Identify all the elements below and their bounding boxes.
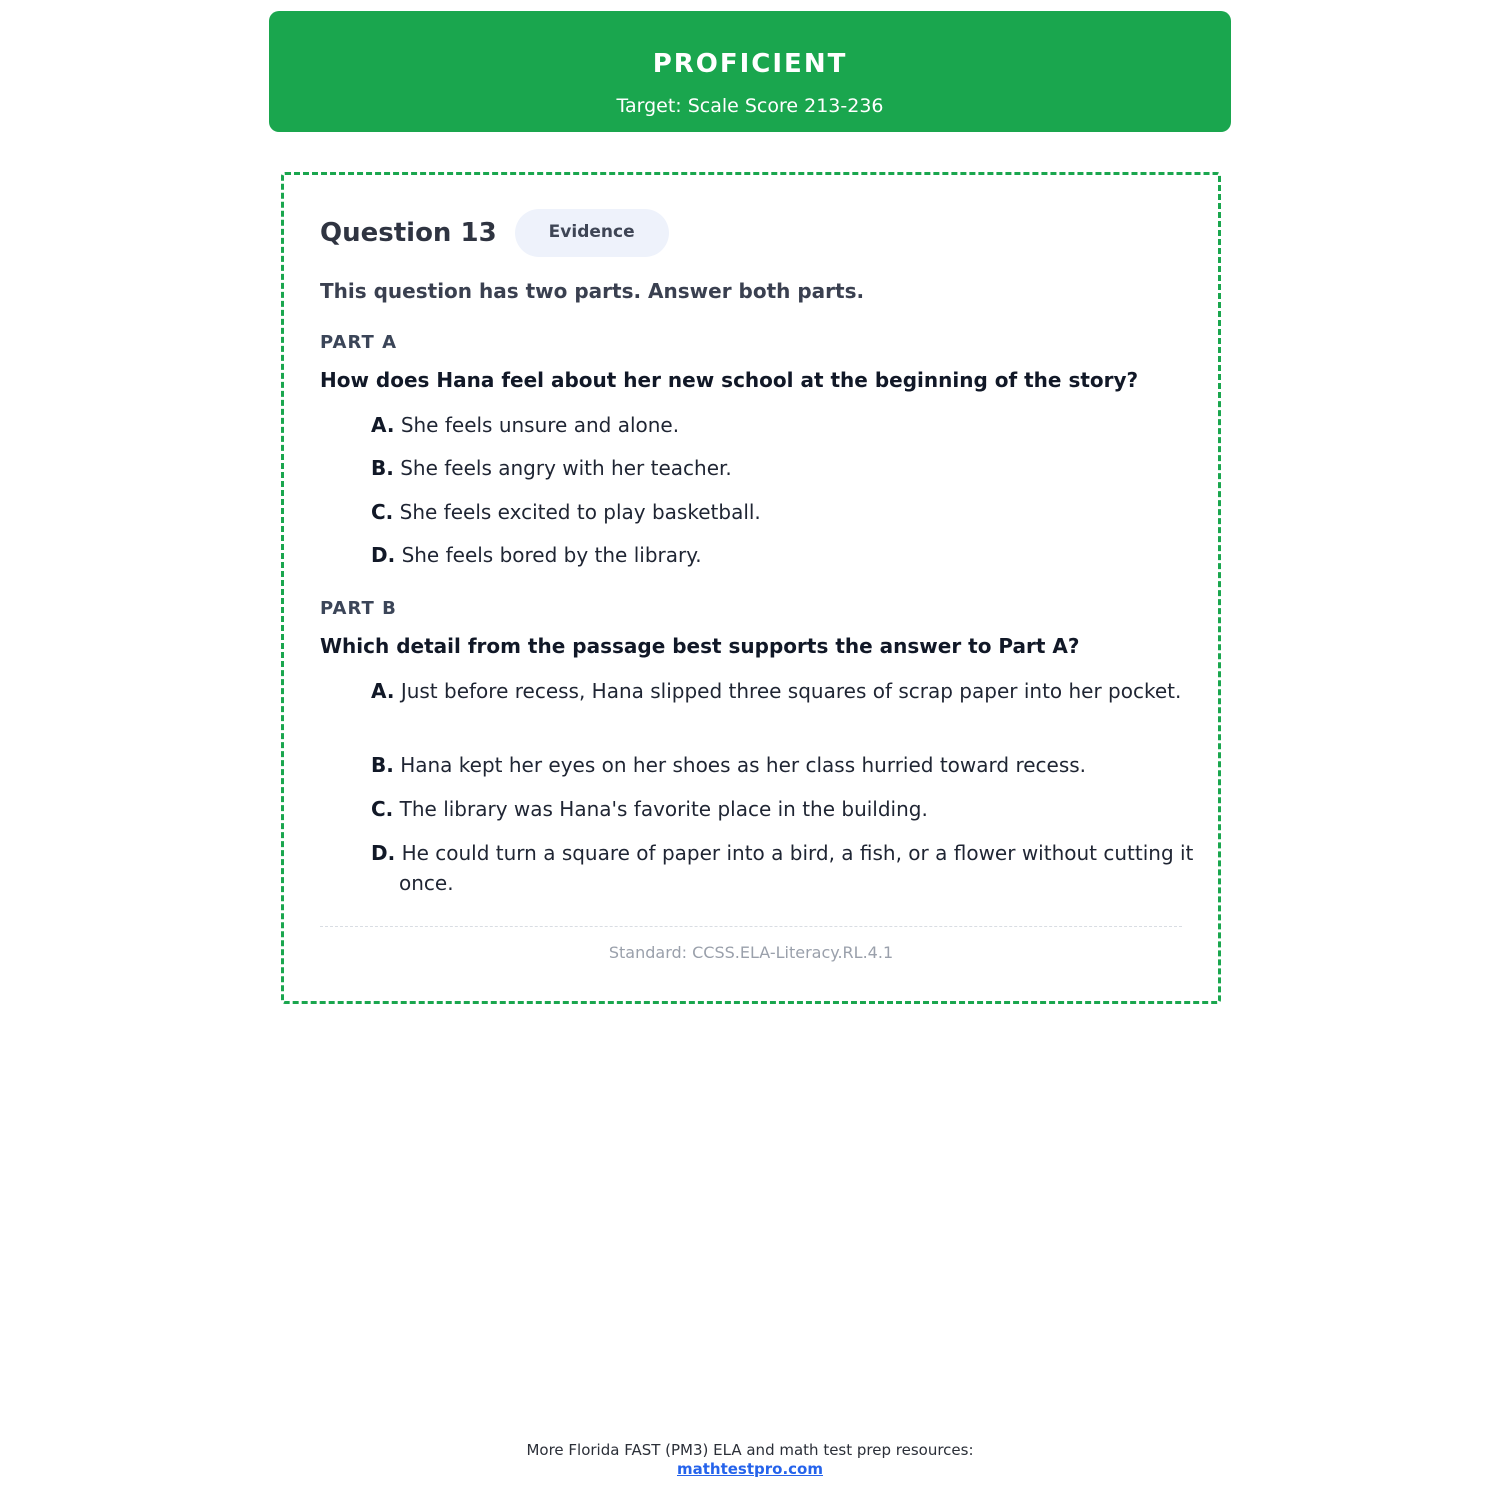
proficiency-banner [269, 11, 1231, 132]
standard-code: Standard: CCSS.ELA-Literacy.RL.4.1 [608, 943, 894, 962]
choice-letter: A. [371, 679, 395, 703]
choice-text: She feels excited to play basketball. [399, 500, 761, 524]
choice-text: She feels angry with her teacher. [400, 456, 732, 480]
standard-divider [320, 926, 1182, 927]
question-instructions: This question has two parts. Answer both parts. [320, 279, 865, 303]
part-a-choice-d[interactable] [362, 540, 1219, 570]
choice-letter: B. [371, 753, 394, 777]
part-a-prompt: How does Hana feel about her new school at the beginning of the story? [320, 368, 1139, 392]
target-score: Target: Scale Score 213-236 [616, 95, 884, 117]
footer-link[interactable]: mathtestpro.com [676, 1460, 823, 1478]
question-header [320, 208, 669, 258]
part-b-choice-c[interactable] [362, 794, 1219, 824]
footer [0, 1441, 1500, 1479]
proficiency-level: PROFICIENT [652, 49, 848, 79]
question-type-badge: Evidence [515, 209, 669, 257]
part-b-choice-d[interactable] [362, 838, 1219, 898]
part-b-choice-a[interactable] [362, 676, 1219, 706]
part-a-label: PART A [320, 332, 397, 353]
choice-text: The library was Hana's favorite place in the building. [399, 797, 928, 821]
choice-letter: C. [371, 797, 394, 821]
footer-text: More Florida FAST (PM3) ELA and math test prep resources: [526, 1441, 974, 1459]
choice-letter: C. [371, 500, 394, 524]
part-a-choice-a[interactable] [362, 410, 1219, 440]
choice-letter: D. [371, 543, 396, 567]
choice-letter: B. [371, 456, 394, 480]
question-card [281, 172, 1221, 1004]
part-b-prompt: Which detail from the passage best supports the answer to Part A? [320, 634, 1080, 658]
choice-text: Hana kept her eyes on her shoes as her class hurried toward recess. [400, 753, 1087, 777]
choice-text: He could turn a square of paper into a bird, a fish, or a flower without cutting it once. [399, 841, 1194, 895]
part-b-choice-b[interactable] [362, 750, 1219, 780]
choice-text: She feels unsure and alone. [400, 413, 680, 437]
choice-text: Just before recess, Hana slipped three squares of scrap paper into her pocket. [400, 679, 1182, 703]
choice-letter: A. [371, 413, 395, 437]
choice-text: She feels bored by the library. [401, 543, 702, 567]
part-a-choice-b[interactable] [362, 453, 1219, 483]
choice-letter: D. [371, 841, 396, 865]
question-title: Question 13 [320, 218, 497, 248]
part-a-choice-c[interactable] [362, 497, 1219, 527]
part-b-label: PART B [320, 598, 397, 619]
